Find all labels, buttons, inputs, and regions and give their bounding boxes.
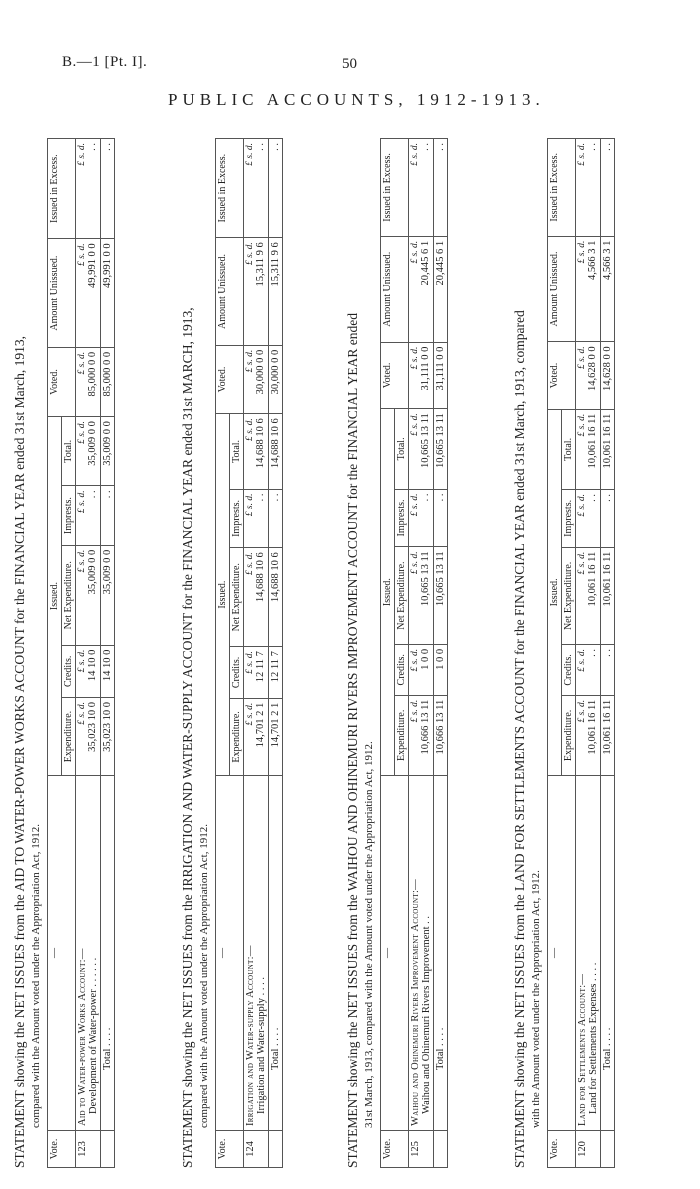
- statement-title: STATEMENT showing the NET ISSUES from the WAIHOU AND OHINEMURI RIVERS IMPROVEMENT ACCOUNT for the FINANCIAL YEAR ended 31st March, 1913, compared with the Amount voted under the Appropriation Act, 1912.: [345, 312, 375, 1168]
- vote-number: 125: [409, 1131, 434, 1168]
- cell-expenditure: £ s. d. 10,666 13 11: [409, 695, 434, 775]
- vote-number: 120: [576, 1131, 601, 1168]
- total-expenditure: 35,023 10 0: [101, 698, 115, 776]
- currency-label: £ s. d.: [77, 351, 87, 375]
- currency-label: £ s. d.: [77, 549, 87, 573]
- col-excess: Issued in Excess.: [48, 139, 76, 239]
- currency-label: £ s. d.: [410, 551, 420, 575]
- currency-label: £ s. d.: [77, 702, 87, 725]
- vote-number: 123: [76, 1131, 101, 1168]
- cell-total: £ s. d. 14,688 10 6: [244, 414, 269, 489]
- col-expenditure: Expenditure.: [62, 698, 76, 776]
- total-unissued: 15,311 9 6: [269, 238, 283, 345]
- cell-imprests: £ s. d. . .: [576, 489, 601, 547]
- currency-label: £ s. d.: [410, 493, 420, 517]
- col-credits: Credits.: [562, 645, 576, 696]
- currency-label: £ s. d.: [245, 418, 255, 441]
- total-excess: . .: [434, 139, 448, 237]
- statement-title: STATEMENT showing the NET ISSUES from the LAND FOR SETTLEMENTS ACCOUNT for the FINANCIAL YEAR ended 31st March, 1913, compared with the Amount voted under the Appropriation Act, 1912.: [512, 310, 542, 1168]
- cell-credits: £ s. d. 1 0 0: [409, 644, 434, 695]
- total-credits: 1 0 0: [434, 644, 448, 695]
- col-credits: Credits.: [62, 645, 76, 697]
- total-voted: 14,628 0 0: [601, 342, 615, 409]
- row-description: [576, 776, 601, 1131]
- currency-label: £ s. d.: [245, 552, 255, 575]
- total-row: [101, 139, 115, 1168]
- col-description: —: [48, 776, 76, 1131]
- total-total: 10,665 13 11: [434, 409, 448, 489]
- total-imprests: . .: [434, 489, 448, 547]
- cell-unissued: £ s. d. 20,445 6 1: [409, 236, 434, 342]
- total-net: 10,061 16 11: [601, 547, 615, 644]
- account-name: Waihou and Ohinemuri Rivers Improvement Account:—: [410, 879, 421, 1126]
- col-imprests: Imprests.: [230, 489, 244, 548]
- total-excess: . .: [101, 139, 115, 239]
- currency-label: £ s. d.: [577, 493, 587, 517]
- currency-label: £ s. d.: [245, 702, 255, 726]
- col-credits: Credits.: [395, 644, 409, 695]
- currency-label: £ s. d.: [410, 699, 420, 723]
- statement-1: [12, 138, 170, 1168]
- col-voted: Voted.: [381, 342, 409, 409]
- col-issued: Issued.: [548, 409, 562, 775]
- cell-imprests: £ s. d. . .: [244, 489, 269, 548]
- col-imprests: Imprests.: [562, 489, 576, 547]
- currency-label: £ s. d.: [577, 551, 587, 575]
- currency-label: £ s. d.: [245, 143, 255, 166]
- total-excess: . .: [269, 139, 283, 238]
- statement-table: [215, 138, 283, 1168]
- cell-net-expenditure: £ s. d. 35,009 0 0: [76, 545, 101, 645]
- item-name: Development of Water-power . . . . . .: [88, 957, 99, 1114]
- cell-excess: £ s. d. . .: [244, 139, 269, 238]
- cell-expenditure: £ s. d. 10,061 16 11: [576, 695, 601, 775]
- col-excess: Issued in Excess.: [548, 139, 576, 237]
- cell-voted: £ s. d. 30,000 0 0: [244, 345, 269, 414]
- col-excess: Issued in Excess.: [381, 139, 409, 237]
- currency-label: £ s. d.: [410, 648, 420, 672]
- currency-label: £ s. d.: [77, 649, 87, 673]
- total-label: Total . . . .: [601, 776, 615, 1131]
- total-net: 10,665 13 11: [434, 547, 448, 644]
- col-net-expenditure: Net Expenditure.: [562, 547, 576, 644]
- currency-label: £ s. d.: [577, 346, 587, 370]
- total-credits: 12 11 7: [269, 647, 283, 699]
- statement-table: [547, 138, 615, 1168]
- col-total: Total.: [62, 417, 76, 486]
- page-number: 50: [342, 56, 357, 72]
- currency-label: £ s. d.: [77, 490, 87, 514]
- page-title: PUBLIC ACCOUNTS, 1912-1913.: [168, 90, 545, 109]
- total-expenditure: 10,666 13 11: [434, 695, 448, 775]
- cell-total: £ s. d. 35,009 0 0: [76, 417, 101, 486]
- col-description: —: [216, 776, 244, 1131]
- account-name: Land for Settlements Account:—: [577, 973, 588, 1126]
- col-voted: Voted.: [216, 345, 244, 414]
- col-unissued: Amount Unissued.: [548, 236, 576, 342]
- table-row: [244, 139, 269, 1168]
- vote-empty: [101, 1131, 115, 1168]
- col-vote: Vote.: [381, 1131, 409, 1168]
- total-net: 14,688 10 6: [269, 548, 283, 647]
- cell-unissued: £ s. d. 49,991 0 0: [76, 239, 101, 348]
- currency-label: £ s. d.: [77, 421, 87, 444]
- table-row: [576, 139, 601, 1168]
- item-name: Land for Settlements Expenses . . . .: [588, 962, 599, 1114]
- col-expenditure: Expenditure.: [230, 698, 244, 775]
- table-row: [76, 139, 101, 1168]
- statement-3: [345, 138, 503, 1168]
- currency-label: £ s. d.: [245, 651, 255, 674]
- total-label: Total . . . .: [269, 776, 283, 1131]
- statement-table: [380, 138, 448, 1168]
- cell-expenditure: £ s. d. 14,701 2 1: [244, 698, 269, 775]
- currency-label: £ s. d.: [577, 699, 587, 723]
- cell-credits: £ s. d. 14 10 0: [76, 645, 101, 697]
- row-description: [244, 776, 269, 1131]
- cell-imprests: £ s. d. . .: [76, 486, 101, 545]
- total-net: 35,009 0 0: [101, 545, 115, 645]
- total-imprests: . .: [601, 489, 615, 547]
- currency-label: £ s. d.: [410, 413, 420, 436]
- col-expenditure: Expenditure.: [395, 695, 409, 775]
- cell-unissued: £ s. d. 15,311 9 6: [244, 238, 269, 345]
- currency-label: £ s. d.: [577, 649, 587, 672]
- col-net-expenditure: Net Expenditure.: [230, 548, 244, 647]
- col-excess: Issued in Excess.: [216, 139, 244, 238]
- currency-label: £ s. d.: [77, 243, 87, 267]
- cell-credits: £ s. d. . .: [576, 645, 601, 696]
- vote-empty: [434, 1131, 448, 1168]
- currency-label: £ s. d.: [577, 413, 587, 437]
- cell-unissued: £ s. d. 4,566 3 1: [576, 236, 601, 342]
- total-row: [269, 139, 283, 1168]
- col-unissued: Amount Unissued.: [381, 236, 409, 342]
- total-total: 35,009 0 0: [101, 417, 115, 486]
- total-unissued: 4,566 3 1: [601, 236, 615, 342]
- total-label: Total . . . .: [101, 776, 115, 1131]
- item-name: Irrigation and Water-supply . . . .: [256, 977, 267, 1114]
- currency-label: £ s. d.: [245, 242, 255, 265]
- col-imprests: Imprests.: [62, 486, 76, 545]
- row-description: [76, 776, 101, 1131]
- currency-label: £ s. d.: [410, 143, 420, 166]
- col-net-expenditure: Net Expenditure.: [395, 547, 409, 644]
- document-code: B.—1 [Pt. I].: [62, 54, 148, 70]
- col-voted: Voted.: [48, 347, 76, 416]
- col-imprests: Imprests.: [395, 489, 409, 547]
- col-unissued: Amount Unissued.: [216, 238, 244, 345]
- currency-label: £ s. d.: [245, 493, 255, 517]
- cell-voted: £ s. d. 31,111 0 0: [409, 342, 434, 409]
- total-unissued: 49,991 0 0: [101, 239, 115, 348]
- col-total: Total.: [562, 409, 576, 489]
- col-description: —: [381, 776, 409, 1131]
- total-imprests: . .: [101, 486, 115, 545]
- cell-excess: £ s. d. . .: [76, 139, 101, 239]
- total-expenditure: 14,701 2 1: [269, 698, 283, 775]
- col-vote: Vote.: [216, 1131, 244, 1168]
- currency-label: £ s. d.: [245, 349, 255, 373]
- cell-net-expenditure: £ s. d. 14,688 10 6: [244, 548, 269, 647]
- col-total: Total.: [395, 409, 409, 489]
- table-row: [409, 139, 434, 1168]
- cell-net-expenditure: £ s. d. 10,665 13 11: [409, 547, 434, 644]
- col-credits: Credits.: [230, 647, 244, 699]
- total-label: Total . . . .: [434, 776, 448, 1131]
- cell-voted: £ s. d. 14,628 0 0: [576, 342, 601, 409]
- currency-label: £ s. d.: [577, 240, 587, 264]
- total-imprests: . .: [269, 489, 283, 548]
- col-vote: Vote.: [48, 1131, 76, 1168]
- statement-title: STATEMENT showing the NET ISSUES from the IRRIGATION AND WATER-SUPPLY ACCOUNT for the FINANCIAL YEAR ended 31st MARCH, 1913, compared with the Amount voted under the Appropriation Act, 1912.: [180, 307, 210, 1168]
- statement-2: [180, 138, 338, 1168]
- col-issued: Issued.: [48, 417, 62, 776]
- cell-expenditure: £ s. d. 35,023 10 0: [76, 698, 101, 776]
- total-row: [434, 139, 448, 1168]
- vote-empty: [269, 1131, 283, 1168]
- col-issued: Issued.: [381, 409, 395, 776]
- cell-total: £ s. d. 10,665 13 11: [409, 409, 434, 489]
- col-vote: Vote.: [548, 1131, 576, 1168]
- total-total: 14,688 10 6: [269, 414, 283, 489]
- currency-label: £ s. d.: [410, 346, 420, 370]
- account-name: Irrigation and Water-supply Account:—: [245, 945, 256, 1126]
- col-description: —: [548, 776, 576, 1131]
- statement-title: STATEMENT showing the NET ISSUES from the AID TO WATER-POWER WORKS ACCOUNT for the FINANCIAL YEAR ended 31st March, 1913, compared with the Amount voted under the Appropriation Act, 1912.: [12, 335, 42, 1168]
- col-unissued: Amount Unissued.: [48, 239, 76, 348]
- currency-label: £ s. d.: [77, 143, 87, 166]
- col-voted: Voted.: [548, 342, 576, 409]
- total-voted: 31,111 0 0: [434, 342, 448, 409]
- total-row: [601, 139, 615, 1168]
- cell-voted: £ s. d. 85,000 0 0: [76, 347, 101, 416]
- cell-imprests: £ s. d. . .: [409, 489, 434, 547]
- rotated-content: [0, 118, 700, 1188]
- statement-4: [512, 138, 670, 1168]
- account-name: Aid to Water-power Works Account:—: [77, 948, 88, 1126]
- item-name: Waihou and Ohinemuri Rivers Improvement . .: [421, 915, 432, 1114]
- total-credits: 14 10 0: [101, 645, 115, 697]
- total-voted: 85,000 0 0: [101, 347, 115, 416]
- cell-credits: £ s. d. 12 11 7: [244, 647, 269, 699]
- total-credits: . .: [601, 645, 615, 696]
- cell-excess: £ s. d. . .: [576, 139, 601, 237]
- currency-label: £ s. d.: [410, 240, 420, 264]
- vote-number: 124: [244, 1131, 269, 1168]
- statement-table: [47, 138, 115, 1168]
- col-issued: Issued.: [216, 414, 230, 776]
- col-expenditure: Expenditure.: [562, 695, 576, 775]
- total-total: 10,061 16 11: [601, 409, 615, 489]
- cell-total: £ s. d. 10,061 16 11: [576, 409, 601, 489]
- total-unissued: 20,445 6 1: [434, 236, 448, 342]
- cell-net-expenditure: £ s. d. 10,061 16 11: [576, 547, 601, 644]
- total-voted: 30,000 0 0: [269, 345, 283, 414]
- vote-empty: [601, 1131, 615, 1168]
- row-description: [409, 776, 434, 1131]
- col-net-expenditure: Net Expenditure.: [62, 545, 76, 645]
- total-expenditure: 10,061 16 11: [601, 695, 615, 775]
- currency-label: £ s. d.: [577, 143, 587, 166]
- cell-excess: £ s. d. . .: [409, 139, 434, 237]
- total-excess: . .: [601, 139, 615, 237]
- col-total: Total.: [230, 414, 244, 489]
